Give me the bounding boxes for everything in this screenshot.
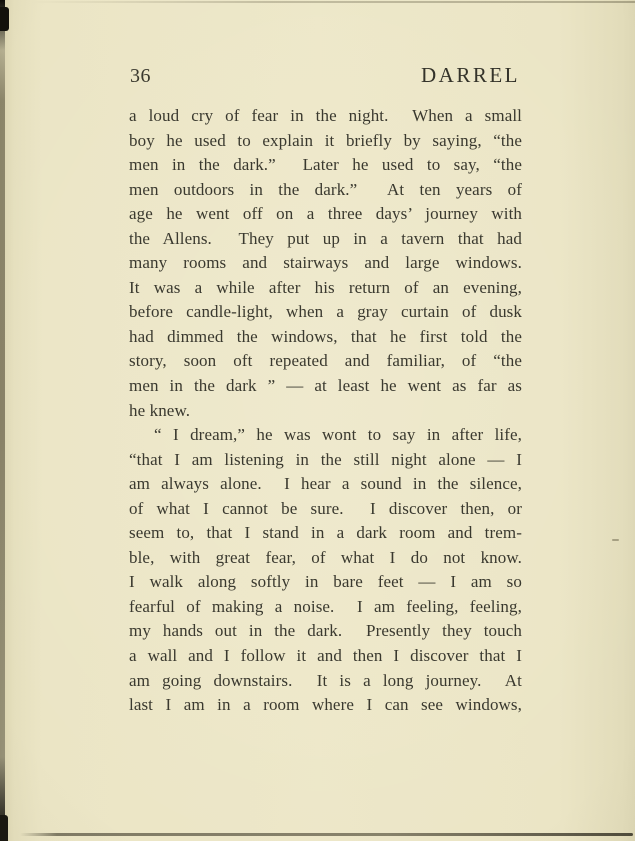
text-line: he knew. — [129, 400, 191, 420]
text-line: fearful of making a noise. I am feeling, feeling, — [129, 596, 522, 616]
running-title: DARREL — [421, 63, 520, 87]
text-line: had dimmed the windows, that he first told the — [129, 326, 522, 346]
text-line: “that I am listening in the still night alone — I — [129, 449, 522, 469]
text-line: It was a while after his return of an evening, — [129, 277, 522, 297]
text-line: before candle-light, when a gray curtain of dusk — [129, 302, 522, 322]
text-line: I walk along softly in bare feet — I am so — [129, 572, 522, 592]
scan-edge-top — [30, 1, 635, 3]
text-line: boy he used to explain it briefly by saying, “the — [129, 130, 522, 150]
text-line: men outdoors in the dark.” At ten years of — [129, 179, 522, 199]
scan-speck — [612, 539, 619, 541]
text-line: last I am in a room where I can see windows, — [129, 695, 522, 715]
text-line: “ I dream,” he was wont to say in after life, — [154, 425, 522, 445]
text-line: am always alone. I hear a sound in the silence, — [129, 474, 522, 494]
text-line: a wall and I follow it and then I discover that I — [129, 646, 522, 666]
text-line: seem to, that I stand in a dark room and trem- — [129, 523, 522, 543]
text-line: a loud cry of fear in the night. When a small — [129, 106, 522, 125]
text-line: am going downstairs. It is a long journey. At — [129, 670, 522, 690]
page-number: 36 — [130, 65, 151, 87]
text-line: men in the dark ” — at least he went as far as — [129, 376, 522, 396]
text-line: age he went off on a three days’ journey with — [129, 204, 522, 224]
scan-edge-bottom — [20, 833, 633, 836]
scan-mark-bottom-left — [0, 815, 8, 841]
scan-edge-left — [0, 0, 5, 841]
text-line: of what I cannot be sure. I discover then, or — [129, 498, 522, 518]
text-line: my hands out in the dark. Presently they touch — [129, 621, 522, 641]
text-line: ble, with great fear, of what I do not know. — [129, 547, 522, 567]
text-line: story, soon oft repeated and familiar, of “the — [129, 351, 522, 371]
scan-mark-top-left — [0, 7, 9, 31]
text-line: many rooms and stairways and large windows. — [129, 253, 522, 273]
text-block — [129, 104, 522, 718]
page-header — [130, 63, 520, 88]
text-line: men in the dark.” Later he used to say, “the — [129, 155, 522, 175]
text-line: the Allens. They put up in a tavern that had — [129, 228, 522, 248]
